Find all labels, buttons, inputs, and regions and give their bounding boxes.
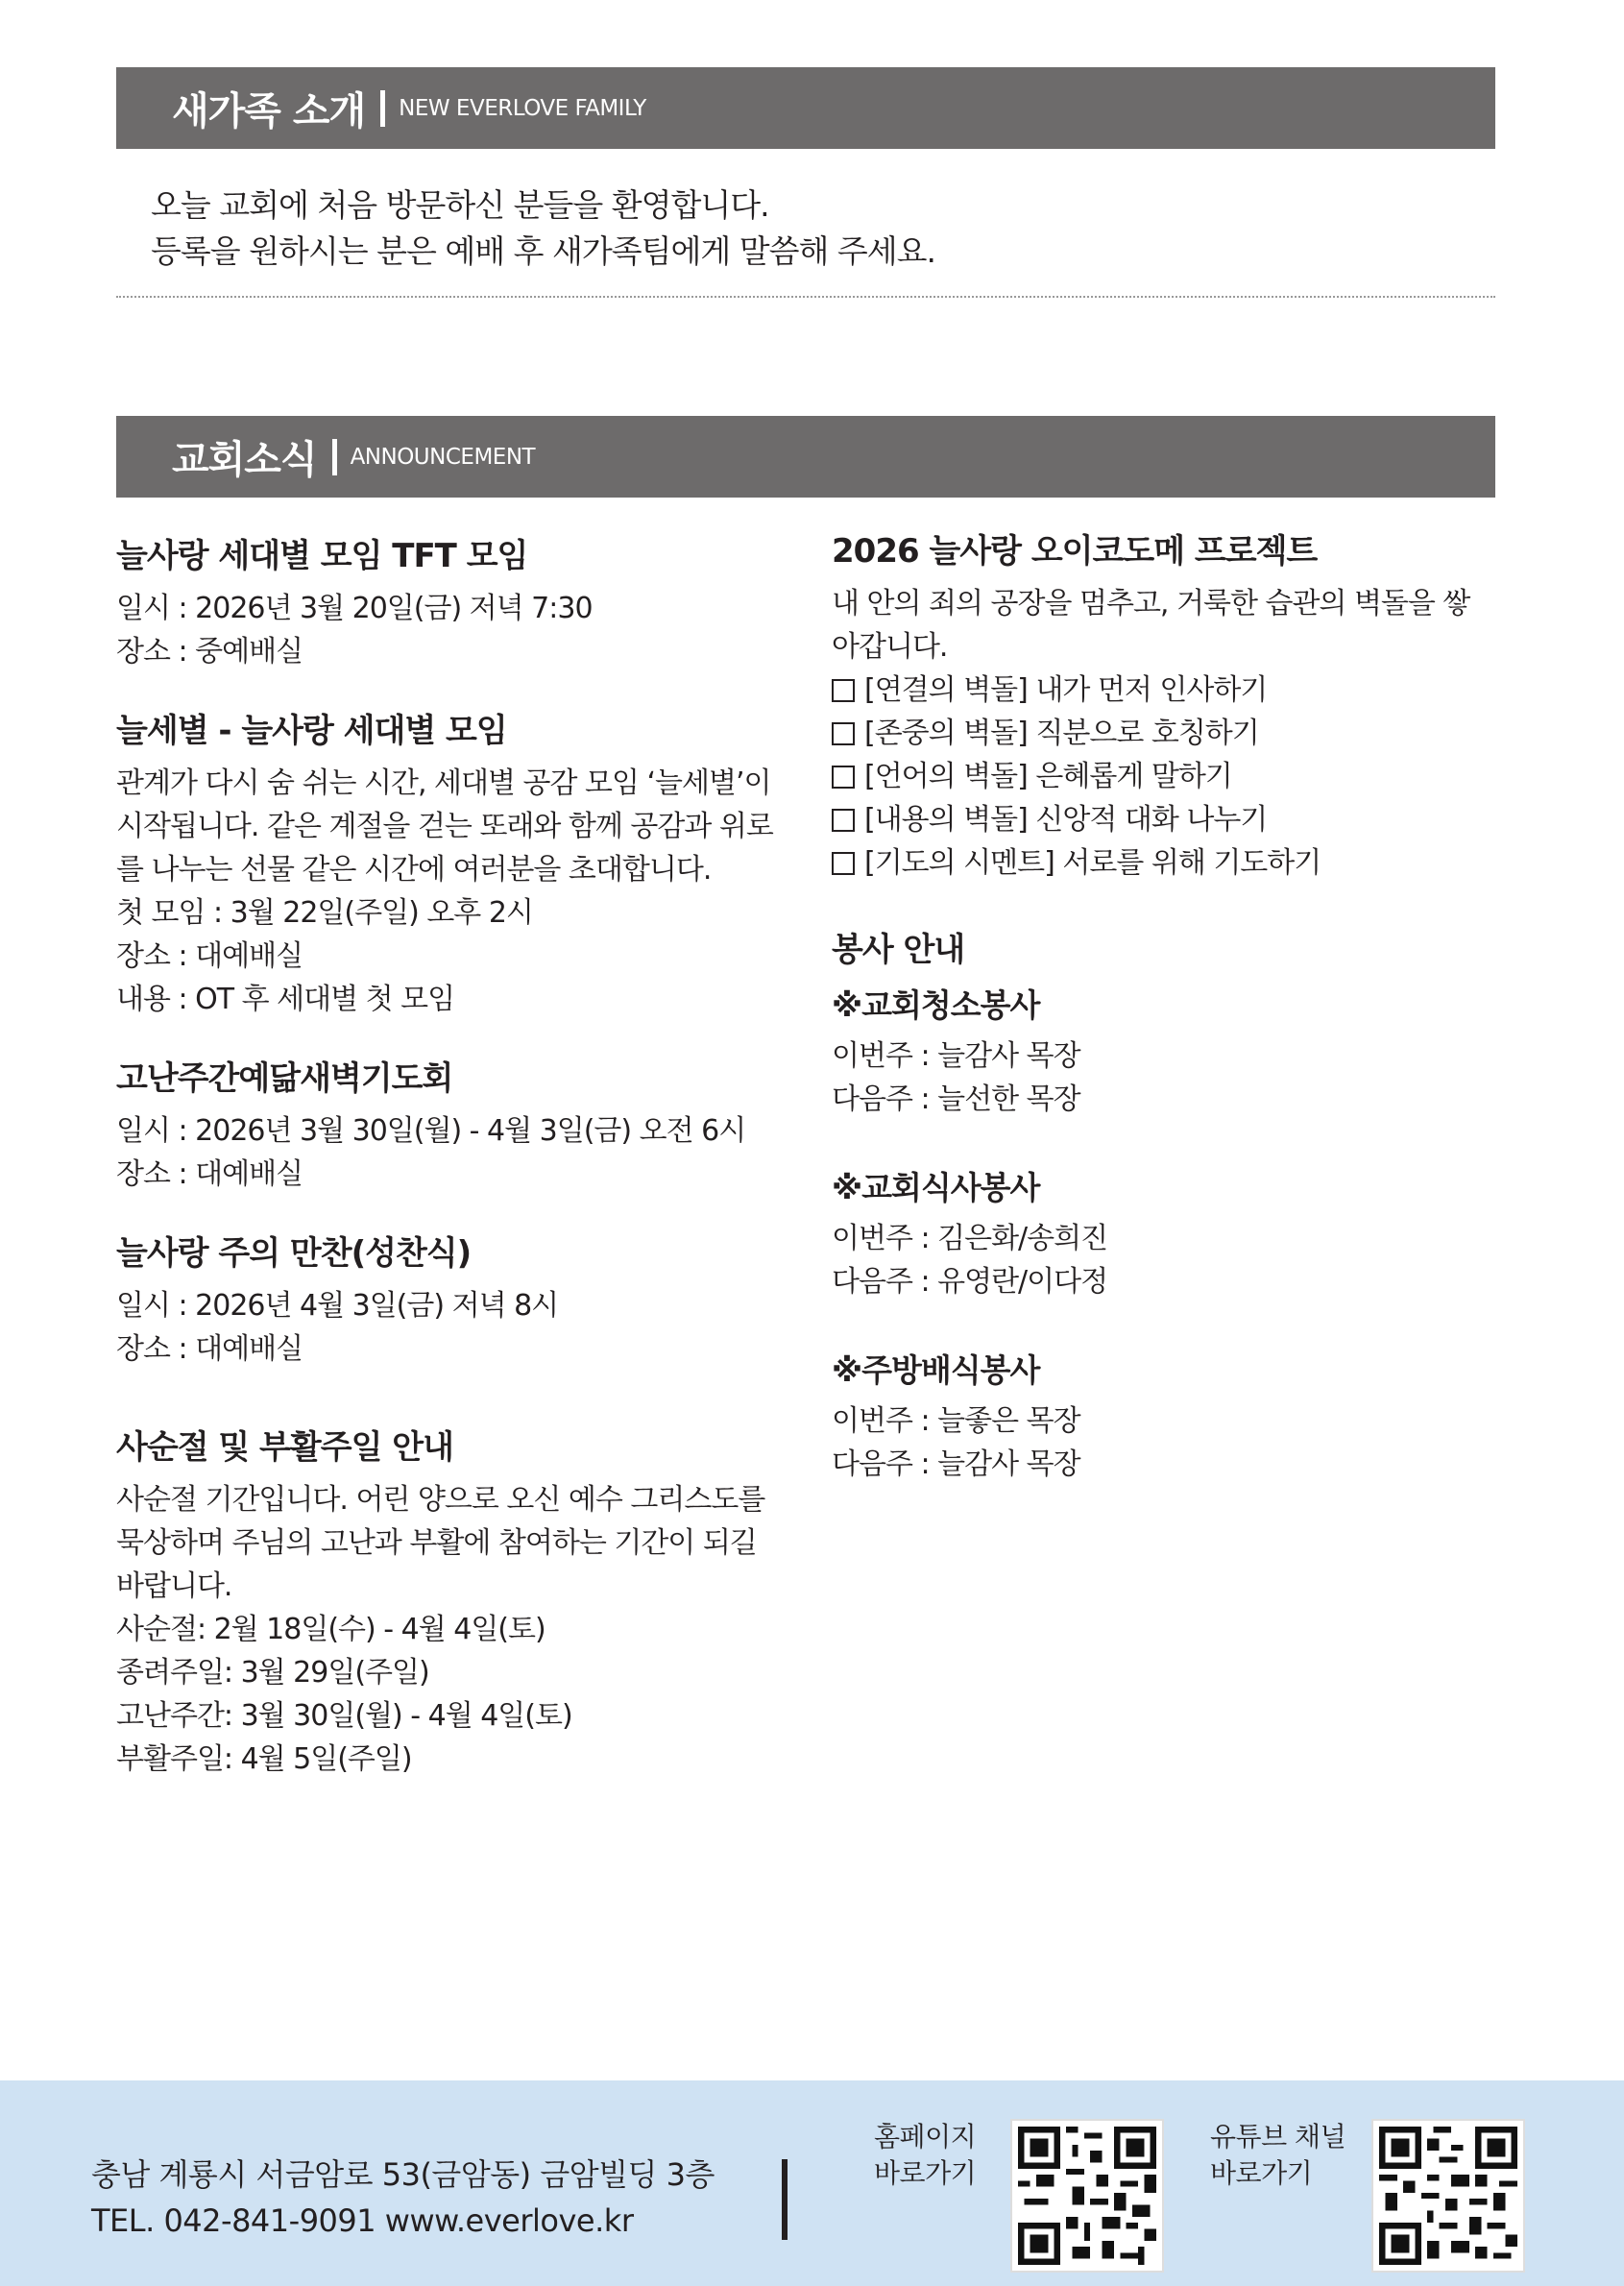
service-line: 이번주 : 늘감사 목장 xyxy=(832,1039,1080,1073)
checklist-item xyxy=(832,755,1494,798)
footer-address: 충남 계룡시 서금암로 53(금암동) 금암빌딩 3층 xyxy=(91,2156,715,2193)
footer-address-block xyxy=(91,2152,715,2244)
welcome-line: 등록을 원하시는 분은 예배 후 새가족팀에게 말씀해 주세요. xyxy=(151,232,935,270)
announcement-line: 고난주간: 3월 30일(월) - 4월 4일(토) xyxy=(116,1699,572,1733)
qr-code-icon xyxy=(1373,2121,1523,2271)
homepage-label xyxy=(874,2119,976,2192)
announcement-line: 장소 : 대예배실 xyxy=(116,1332,303,1366)
homepage-label-line: 홈페이지 xyxy=(874,2121,977,2152)
title-separator xyxy=(380,90,385,127)
youtube-label-line: 유튜브 채널 xyxy=(1210,2121,1346,2152)
announcement-line: 첫 모임 : 3월 22일(주일) 오후 2시 xyxy=(116,896,533,930)
homepage-qr-code[interactable] xyxy=(1010,2119,1164,2273)
section-subtitle: ANNOUNCEMENT xyxy=(350,444,536,470)
footer-contact[interactable]: TEL. 042-841-9091 www.everlove.kr xyxy=(91,2202,634,2239)
checkbox-icon xyxy=(832,809,855,832)
announcement-item xyxy=(116,1230,788,1371)
youtube-qr-code[interactable] xyxy=(1371,2119,1525,2273)
announcement-right-column xyxy=(832,528,1494,1530)
section-header-new-family xyxy=(116,67,1495,149)
service-line: 이번주 : 김은화/송희진 xyxy=(832,1222,1108,1255)
checklist-item xyxy=(832,798,1494,841)
announcement-left-column xyxy=(116,533,788,1815)
title-separator xyxy=(332,439,337,475)
youtube-label-line: 바로가기 xyxy=(1210,2157,1313,2189)
service-group xyxy=(832,1348,1494,1486)
service-line: 다음주 : 늘감사 목장 xyxy=(832,1447,1080,1481)
welcome-line: 오늘 교회에 처음 방문하신 분들을 환영합니다. xyxy=(151,186,769,224)
announcement-item xyxy=(116,533,788,673)
service-line: 다음주 : 늘선한 목장 xyxy=(832,1082,1080,1116)
announcement-line: 장소 : 중예배실 xyxy=(116,635,303,669)
checkbox-icon xyxy=(832,766,855,789)
service-line: 이번주 : 늘좋은 목장 xyxy=(832,1404,1080,1438)
announcement-title: 고난주간예닮새벽기도회 xyxy=(116,1059,453,1098)
announcement-item xyxy=(116,1056,788,1196)
checkbox-icon xyxy=(832,679,855,702)
announcement-line: 내용 : OT 후 세대별 첫 모임 xyxy=(116,983,455,1016)
checkbox-icon xyxy=(832,852,855,875)
checklist-label: [언어의 벽돌] 은혜롭게 말하기 xyxy=(864,760,1232,793)
service-group-title: ※교회식사봉사 xyxy=(832,1169,1040,1206)
qr-code-icon xyxy=(1012,2121,1162,2271)
announcement-item xyxy=(116,708,788,1021)
announcement-line: 부활주일: 4월 5일(주일) xyxy=(116,1742,412,1776)
announcement-line: 종려주일: 3월 29일(주일) xyxy=(116,1656,429,1690)
footer xyxy=(0,2080,1624,2286)
checklist-label: [내용의 벽돌] 신앙적 대화 나누기 xyxy=(864,803,1268,837)
service-group-title: ※교회청소봉사 xyxy=(832,986,1040,1024)
checklist-label: [기도의 시멘트] 서로를 위해 기도하기 xyxy=(864,846,1321,880)
section-subtitle: NEW EVERLOVE FAMILY xyxy=(399,95,646,121)
welcome-text xyxy=(151,182,935,275)
announcement-title: 늘사랑 세대별 모임 TFT 모임 xyxy=(116,537,528,575)
checklist-item xyxy=(832,712,1494,755)
section-title: 교회소식 xyxy=(172,438,317,482)
announcement-line: 장소 : 대예배실 xyxy=(116,1157,303,1191)
section-header-announcement xyxy=(116,416,1495,498)
announcement-line: 일시 : 2026년 4월 3일(금) 저녁 8시 xyxy=(116,1289,559,1323)
service-title: 봉사 안내 xyxy=(832,931,965,969)
project-title: 2026 늘사랑 오이코도메 프로젝트 xyxy=(832,532,1318,571)
announcement-paragraph: 관계가 다시 숨 쉬는 시간, 세대별 공감 모임 ‘늘세별’이 시작됩니다. 같은 계절을 걷는 또래와 함께 공감과 위로를 나누는 선물 같은 시간에 여러분을 초대합니다. xyxy=(116,766,773,887)
checklist-label: [존중의 벽돌] 직분으로 호칭하기 xyxy=(864,717,1259,750)
project-paragraph: 내 안의 죄의 공장을 멈추고, 거룩한 습관의 벽돌을 쌓아갑니다. xyxy=(832,587,1470,664)
dotted-divider xyxy=(116,296,1495,298)
announcement-line: 장소 : 대예배실 xyxy=(116,939,303,973)
checkbox-icon xyxy=(832,722,855,745)
footer-separator xyxy=(782,2159,788,2240)
announcement-line: 일시 : 2026년 3월 30일(월) - 4월 3일(금) 오전 6시 xyxy=(116,1114,746,1148)
checklist-item xyxy=(832,841,1494,885)
checklist-item xyxy=(832,669,1494,712)
announcement-paragraph: 사순절 기간입니다. 어린 양으로 오신 예수 그리스도를 묵상하며 주님의 고난과 부활에 참여하는 기간이 되길 바랍니다. xyxy=(116,1483,765,1603)
announcement-title: 사순절 및 부활주일 안내 xyxy=(116,1428,453,1467)
service-group xyxy=(832,1165,1494,1303)
announcement-item xyxy=(116,1424,788,1781)
checklist-label: [연결의 벽돌] 내가 먼저 인사하기 xyxy=(864,673,1268,707)
announcement-line: 일시 : 2026년 3월 20일(금) 저녁 7:30 xyxy=(116,592,593,625)
homepage-label-line: 바로가기 xyxy=(874,2157,977,2189)
service-group-title: ※주방배식봉사 xyxy=(832,1351,1040,1389)
service-line: 다음주 : 유영란/이다정 xyxy=(832,1265,1108,1299)
service-group xyxy=(832,983,1494,1121)
youtube-label xyxy=(1210,2119,1345,2192)
project-item xyxy=(832,528,1494,885)
section-title: 새가족 소개 xyxy=(172,89,366,134)
announcement-title: 늘사랑 주의 만찬(성찬식) xyxy=(116,1234,472,1273)
announcement-line: 사순절: 2월 18일(수) - 4월 4일(토) xyxy=(116,1613,545,1646)
announcement-title: 늘세별 - 늘사랑 세대별 모임 xyxy=(116,712,507,750)
